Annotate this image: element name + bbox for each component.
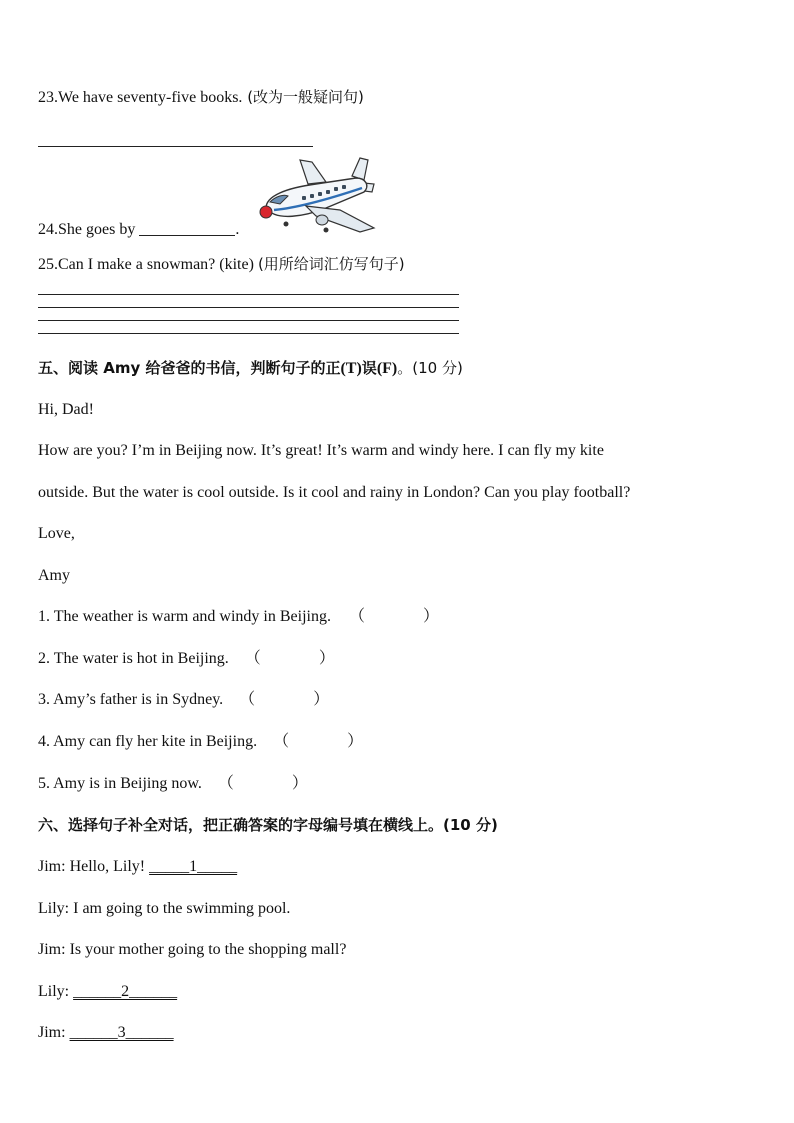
speaker: Jim: bbox=[38, 858, 66, 875]
dialogue-text: Hello, Lily! bbox=[65, 858, 150, 875]
answer-line-25-d[interactable] bbox=[38, 333, 459, 334]
answer-bracket[interactable] bbox=[245, 649, 335, 669]
tf-question-4 bbox=[38, 732, 363, 752]
dialogue-line-4 bbox=[38, 982, 177, 1002]
heading-false-mark: (F) bbox=[376, 360, 398, 377]
tf-question-text: 4. Amy can fly her kite in Beijing. bbox=[38, 733, 258, 750]
bracket-close: ） bbox=[291, 775, 308, 792]
dialogue-line-5 bbox=[38, 1023, 174, 1043]
heading-true-mark: (T) bbox=[340, 360, 362, 377]
answer-line-25-a[interactable] bbox=[38, 294, 459, 295]
bracket-close: ） bbox=[318, 650, 335, 667]
dialogue-blank-3[interactable]: ______3______ bbox=[69, 1024, 174, 1041]
letter-body-line-1: How are you? I’m in Beijing now. It’s great! It’s warm and windy here. I can fly my kite bbox=[38, 442, 604, 459]
question-text: Can I make a snowman? (kite) bbox=[58, 256, 258, 273]
question-end: . bbox=[235, 221, 240, 238]
bracket-close: ） bbox=[313, 691, 330, 708]
dialogue-text: I am going to the swimming pool. bbox=[69, 900, 291, 917]
dialogue-line-2 bbox=[38, 899, 290, 919]
airplane-illustration bbox=[256, 156, 378, 236]
answer-line-25-c[interactable] bbox=[38, 320, 459, 321]
dialogue-blank-2[interactable]: ______2______ bbox=[73, 983, 178, 1000]
answer-line-25-b[interactable] bbox=[38, 307, 459, 308]
question-number: 24. bbox=[38, 221, 58, 238]
heading-score: 。(10 分) bbox=[397, 359, 463, 377]
letter-greeting: Hi, Dad! bbox=[38, 401, 94, 418]
speaker: Jim: bbox=[38, 1024, 66, 1041]
answer-bracket[interactable] bbox=[349, 607, 439, 627]
tf-question-5 bbox=[38, 774, 308, 794]
answer-bracket[interactable] bbox=[218, 774, 308, 794]
letter-closing: Love, bbox=[38, 525, 75, 542]
heading-text: 五、阅读 Amy 给爸爸的书信，判断句子的正 bbox=[38, 359, 341, 377]
section-6-heading: 六、选择句子补全对话，把正确答案的字母编号填在横线上。(10 分) bbox=[38, 816, 498, 834]
dialogue-line-1 bbox=[38, 857, 237, 877]
question-text: She goes by bbox=[58, 221, 136, 238]
letter-signature: Amy bbox=[38, 567, 70, 584]
speaker: Lily: bbox=[38, 983, 70, 1000]
tf-question-text: 2. The water is hot in Beijing. bbox=[38, 650, 229, 667]
tf-question-text: 5. Amy is in Beijing now. bbox=[38, 775, 202, 792]
heading-text-mid: 误 bbox=[361, 359, 377, 377]
bracket-open: （ bbox=[239, 691, 256, 708]
question-23 bbox=[38, 87, 364, 108]
question-24 bbox=[38, 220, 239, 240]
speaker: Jim: bbox=[38, 941, 66, 958]
dialogue-blank-1[interactable]: _____1_____ bbox=[149, 858, 238, 875]
question-instruction: (改为一般疑问句) bbox=[242, 88, 364, 106]
question-number: 25. bbox=[38, 256, 58, 273]
tf-question-2 bbox=[38, 649, 335, 669]
question-instruction: (用所给词汇仿写句子) bbox=[257, 255, 405, 273]
answer-line-23[interactable] bbox=[38, 146, 313, 147]
bracket-open: （ bbox=[273, 733, 290, 750]
dialogue-line-3 bbox=[38, 940, 346, 960]
tf-question-text: 1. The weather is warm and windy in Beijing. bbox=[38, 608, 331, 625]
bracket-close: ） bbox=[347, 733, 364, 750]
tf-question-1 bbox=[38, 607, 439, 627]
letter-body-line-2: outside. But the water is cool outside. Is it cool and rainy in London? Can you play football? bbox=[38, 484, 631, 501]
bracket-close: ） bbox=[423, 608, 440, 625]
tf-question-text: 3. Amy’s father is in Sydney. bbox=[38, 691, 224, 708]
dialogue-text: Is your mother going to the shopping mall? bbox=[65, 941, 347, 958]
question-number: 23. bbox=[38, 89, 58, 106]
answer-blank-24[interactable] bbox=[139, 221, 235, 236]
bracket-open: （ bbox=[217, 775, 234, 792]
question-text: We have seventy-five books. bbox=[58, 89, 243, 106]
answer-bracket[interactable] bbox=[273, 732, 363, 752]
speaker: Lily: bbox=[38, 900, 70, 917]
question-25 bbox=[38, 254, 405, 275]
tf-question-3 bbox=[38, 690, 329, 710]
bracket-open: （ bbox=[348, 608, 365, 625]
answer-bracket[interactable] bbox=[239, 690, 329, 710]
section-5-heading bbox=[38, 358, 463, 379]
bracket-open: （ bbox=[244, 650, 261, 667]
